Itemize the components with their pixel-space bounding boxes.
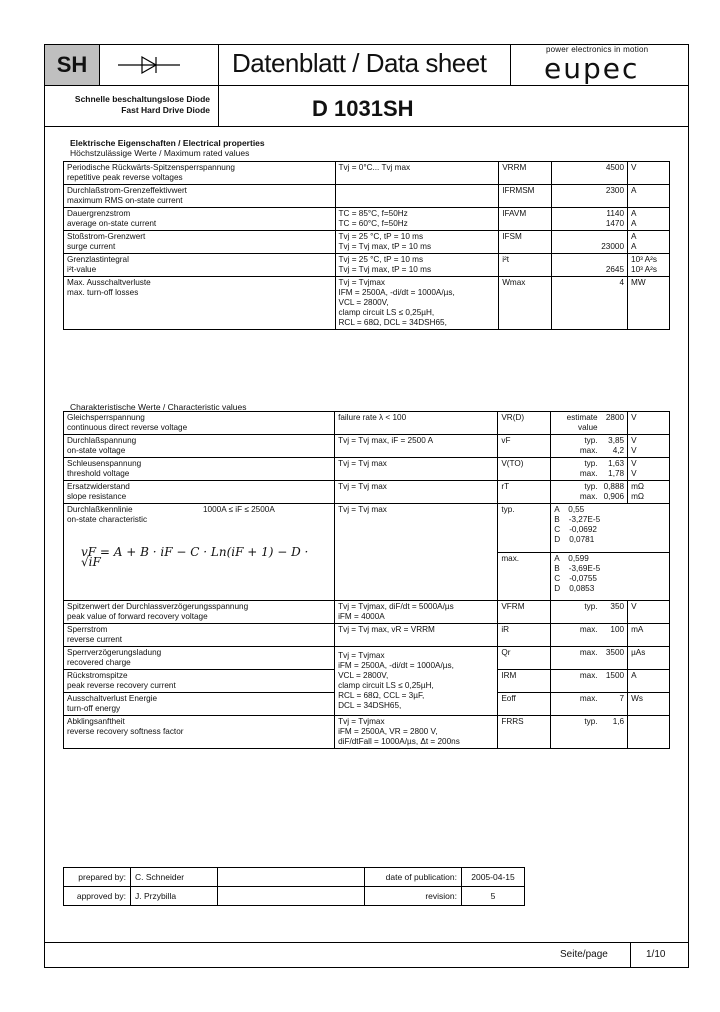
test-condition: Tvj = Tvjmax iFM = 2500A, -di/dt = 1000A/µs, VCL = 2800V, clamp circuit LS ≤ 0,25µH, RCL = 68Ω, CCL = 3µF, DCL = 34DSH65, xyxy=(335,647,498,716)
char-row xyxy=(64,716,670,749)
prepared-label: prepared by: xyxy=(64,868,131,887)
coefficient: B -3,27E-5 xyxy=(554,515,601,524)
unit: A xyxy=(628,185,670,208)
char-row xyxy=(64,601,670,624)
coefficient: A 0,599 xyxy=(554,553,589,563)
unit: A A xyxy=(628,231,670,254)
coefficients xyxy=(551,552,670,601)
symbol: IFSM xyxy=(499,231,552,254)
coefficient: D 0,0781 xyxy=(554,535,595,544)
subtitle-de: Schnelle beschaltungslose Diode xyxy=(74,94,210,104)
char-row xyxy=(64,624,670,647)
value: 2645 xyxy=(552,254,628,277)
symbol: FRRS xyxy=(498,716,551,749)
test-condition: TC = 85°C, f=50Hz TC = 60°C, f=50Hz xyxy=(335,208,499,231)
qualifier: typ. xyxy=(498,504,551,553)
qualifier: typ. max. xyxy=(551,481,601,504)
symbol: IRM xyxy=(498,670,551,693)
unit: Ws xyxy=(628,693,670,716)
symbol: IFAVM xyxy=(499,208,552,231)
part-number: D 1031SH xyxy=(312,96,414,121)
prepared-by: C. Schneider xyxy=(131,868,218,887)
max-rating-row xyxy=(64,162,670,185)
symbol: vF xyxy=(498,435,551,458)
max-rating-row xyxy=(64,254,670,277)
parameter-name: Periodische Rückwärts-Spitzensperrspannung repetitive peak reverse voltages xyxy=(64,162,336,185)
unit: V xyxy=(628,412,670,435)
qualifier: max. xyxy=(551,624,601,647)
publication-date: 2005-04-15 xyxy=(462,868,525,887)
parameter-name: Durchlaßspannung on-state voltage xyxy=(64,435,335,458)
char-row xyxy=(64,435,670,458)
value: 4 xyxy=(552,277,628,330)
char-row xyxy=(64,412,670,435)
test-condition: Tvj = Tvj max xyxy=(335,504,498,601)
coefficient: C -0,0692 xyxy=(554,525,597,534)
symbol: VRRM xyxy=(499,162,552,185)
onstate-range: 1000A ≤ iF ≤ 2500A xyxy=(203,505,275,514)
brand-tagline: power electronics in motion xyxy=(546,45,649,54)
page-label: Seite/page xyxy=(560,949,608,960)
coefficients xyxy=(551,504,670,553)
product-subtitle xyxy=(52,94,210,116)
parameter-name: Durchlaßstrom-Grenzeffektivwert maximum RMS on-state current xyxy=(64,185,336,208)
approved-by: J. Przybilla xyxy=(131,887,218,906)
unit: 10³ A²s 10³ A²s xyxy=(628,254,670,277)
symbol: V(TO) xyxy=(498,458,551,481)
diode-symbol-icon xyxy=(118,54,180,81)
value: 7 xyxy=(601,693,628,716)
symbol: Wmax xyxy=(499,277,552,330)
section-char-title: Charakteristische Werte / Characteristic values xyxy=(70,402,247,412)
value: 3500 xyxy=(601,647,628,670)
qualifier: typ. xyxy=(551,601,601,624)
test-condition: Tvj = 25 °C, tP = 10 ms Tvj = Tvj max, tP = 10 ms xyxy=(335,254,499,277)
parameter-name: Stoßstrom-Grenzwert surge current xyxy=(64,231,336,254)
parameter-name: Gleichsperrspannung continuous direct reverse voltage xyxy=(64,412,335,435)
onstate-label: Durchlaßkennlinie on-state characteristic xyxy=(67,505,148,524)
symbol: iR xyxy=(498,624,551,647)
parameter-name: Ausschaltverlust Energie turn-off energy xyxy=(64,693,335,716)
onstate-name xyxy=(64,504,335,601)
value: 3,85 4,2 xyxy=(601,435,628,458)
unit: MW xyxy=(628,277,670,330)
parameter-name: Max. Ausschaltverluste max. turn-off losses xyxy=(64,277,336,330)
test-condition: Tvj = Tvjmax iFM = 2500A, VR = 2800 V, diF/dtFall = 1000A/µs, Δt = 200ns xyxy=(335,716,498,749)
unit: µAs xyxy=(628,647,670,670)
brand-logo: eupec xyxy=(544,52,640,85)
parameter-name: Schleusenspannung threshold voltage xyxy=(64,458,335,481)
sh-badge: SH xyxy=(44,44,100,86)
qualifier: typ. xyxy=(551,716,601,749)
parameter-name: Dauergrenzstrom average on-state current xyxy=(64,208,336,231)
test-condition: Tvj = Tvjmax IFM = 2500A, -di/dt = 1000A/µs, VCL = 2800V, clamp circuit LS ≤ 0,25µH, RCL = 68Ω, DCL = 34DSH65, xyxy=(335,277,499,330)
value: 1,6 xyxy=(601,716,628,749)
test-condition: failure rate λ < 100 xyxy=(335,412,498,435)
coefficient: D 0,0853 xyxy=(554,583,595,593)
symbol: rT xyxy=(498,481,551,504)
qualifier: max. xyxy=(551,693,601,716)
approved-label: approved by: xyxy=(64,887,131,906)
test-condition: Tvj = 25 °C, tP = 10 ms Tvj = Tvj max, tP = 10 ms xyxy=(335,231,499,254)
symbol: IFRMSM xyxy=(499,185,552,208)
max-rating-row xyxy=(64,277,670,330)
test-condition: Tvj = Tvj max xyxy=(335,481,498,504)
unit: V V xyxy=(628,458,670,481)
qualifier: estimate value xyxy=(551,412,601,435)
max-rating-row xyxy=(64,231,670,254)
parameter-name: Spitzenwert der Durchlassverzögerungsspannung peak value of forward recovery voltage xyxy=(64,601,335,624)
characteristic-table xyxy=(63,411,670,749)
section-electrical-title: Elektrische Eigenschaften / Electrical properties xyxy=(70,138,265,148)
max-rating-row xyxy=(64,208,670,231)
coefficient: B -3,69E-5 xyxy=(554,563,601,573)
unit: V V xyxy=(628,435,670,458)
symbol: Eoff xyxy=(498,693,551,716)
value: 23000 xyxy=(552,231,628,254)
value: 4500 xyxy=(552,162,628,185)
max-rating-row xyxy=(64,185,670,208)
value: 0,888 0,906 xyxy=(601,481,628,504)
value: 2300 xyxy=(552,185,628,208)
publication-label: date of publication: xyxy=(365,868,462,887)
parameter-name: Sperrstrom reverse current xyxy=(64,624,335,647)
parameter-name: Grenzlastintegral i²t-value xyxy=(64,254,336,277)
symbol: i²t xyxy=(499,254,552,277)
parameter-name: Abklingsanftheit reverse recovery softness factor xyxy=(64,716,335,749)
page-number: 1/10 xyxy=(646,949,666,960)
symbol: VR(D) xyxy=(498,412,551,435)
test-condition: Tvj = Tvj max, vR = VRRM xyxy=(335,624,498,647)
section-max-title: Höchstzulässige Werte / Maximum rated values xyxy=(70,148,250,158)
unit: V xyxy=(628,601,670,624)
qualifier: typ. max. xyxy=(551,435,601,458)
test-condition: Tvj = 0°C... Tvj max xyxy=(335,162,499,185)
unit: mΩ mΩ xyxy=(628,481,670,504)
char-row xyxy=(64,458,670,481)
qualifier: max. xyxy=(498,552,551,601)
qualifier: max. xyxy=(551,647,601,670)
unit xyxy=(628,716,670,749)
approval-table xyxy=(63,867,525,906)
coefficient: C -0,0755 xyxy=(554,573,597,583)
value: 1140 1470 xyxy=(552,208,628,231)
onstate-row xyxy=(64,504,670,553)
unit: A xyxy=(628,670,670,693)
parameter-name: Ersatzwiderstand slope resistance xyxy=(64,481,335,504)
symbol: Qr xyxy=(498,647,551,670)
value: 2800 xyxy=(601,412,628,435)
parameter-name: Sperrverzögerungsladung recovered charge xyxy=(64,647,335,670)
datasheet-title: Datenblatt / Data sheet xyxy=(232,48,487,78)
test-condition: Tvj = Tvj max, iF = 2500 A xyxy=(335,435,498,458)
unit: mA xyxy=(628,624,670,647)
parameter-name: Rückstromspitze peak reverse recovery current xyxy=(64,670,335,693)
value: 100 xyxy=(601,624,628,647)
qualifier: max. xyxy=(551,670,601,693)
coefficient: A 0,55 xyxy=(554,505,585,514)
onstate-formula: vF = A + B · iF − C · Ln(iF + 1) − D · √iF xyxy=(81,545,309,569)
value: 350 xyxy=(601,601,628,624)
max-ratings-table xyxy=(63,161,670,330)
value: 1,63 1,78 xyxy=(601,458,628,481)
revision-label: revision: xyxy=(365,887,462,906)
subtitle-en: Fast Hard Drive Diode xyxy=(121,105,210,115)
test-condition xyxy=(335,185,499,208)
char-row xyxy=(64,647,670,670)
revision-number: 5 xyxy=(462,887,525,906)
char-row xyxy=(64,481,670,504)
test-condition: Tvj = Tvjmax, diF/dt = 5000A/µs iFM = 4000A xyxy=(335,601,498,624)
symbol: VFRM xyxy=(498,601,551,624)
unit: V xyxy=(628,162,670,185)
test-condition: Tvj = Tvj max xyxy=(335,458,498,481)
unit: A A xyxy=(628,208,670,231)
qualifier: typ. max. xyxy=(551,458,601,481)
value: 1500 xyxy=(601,670,628,693)
